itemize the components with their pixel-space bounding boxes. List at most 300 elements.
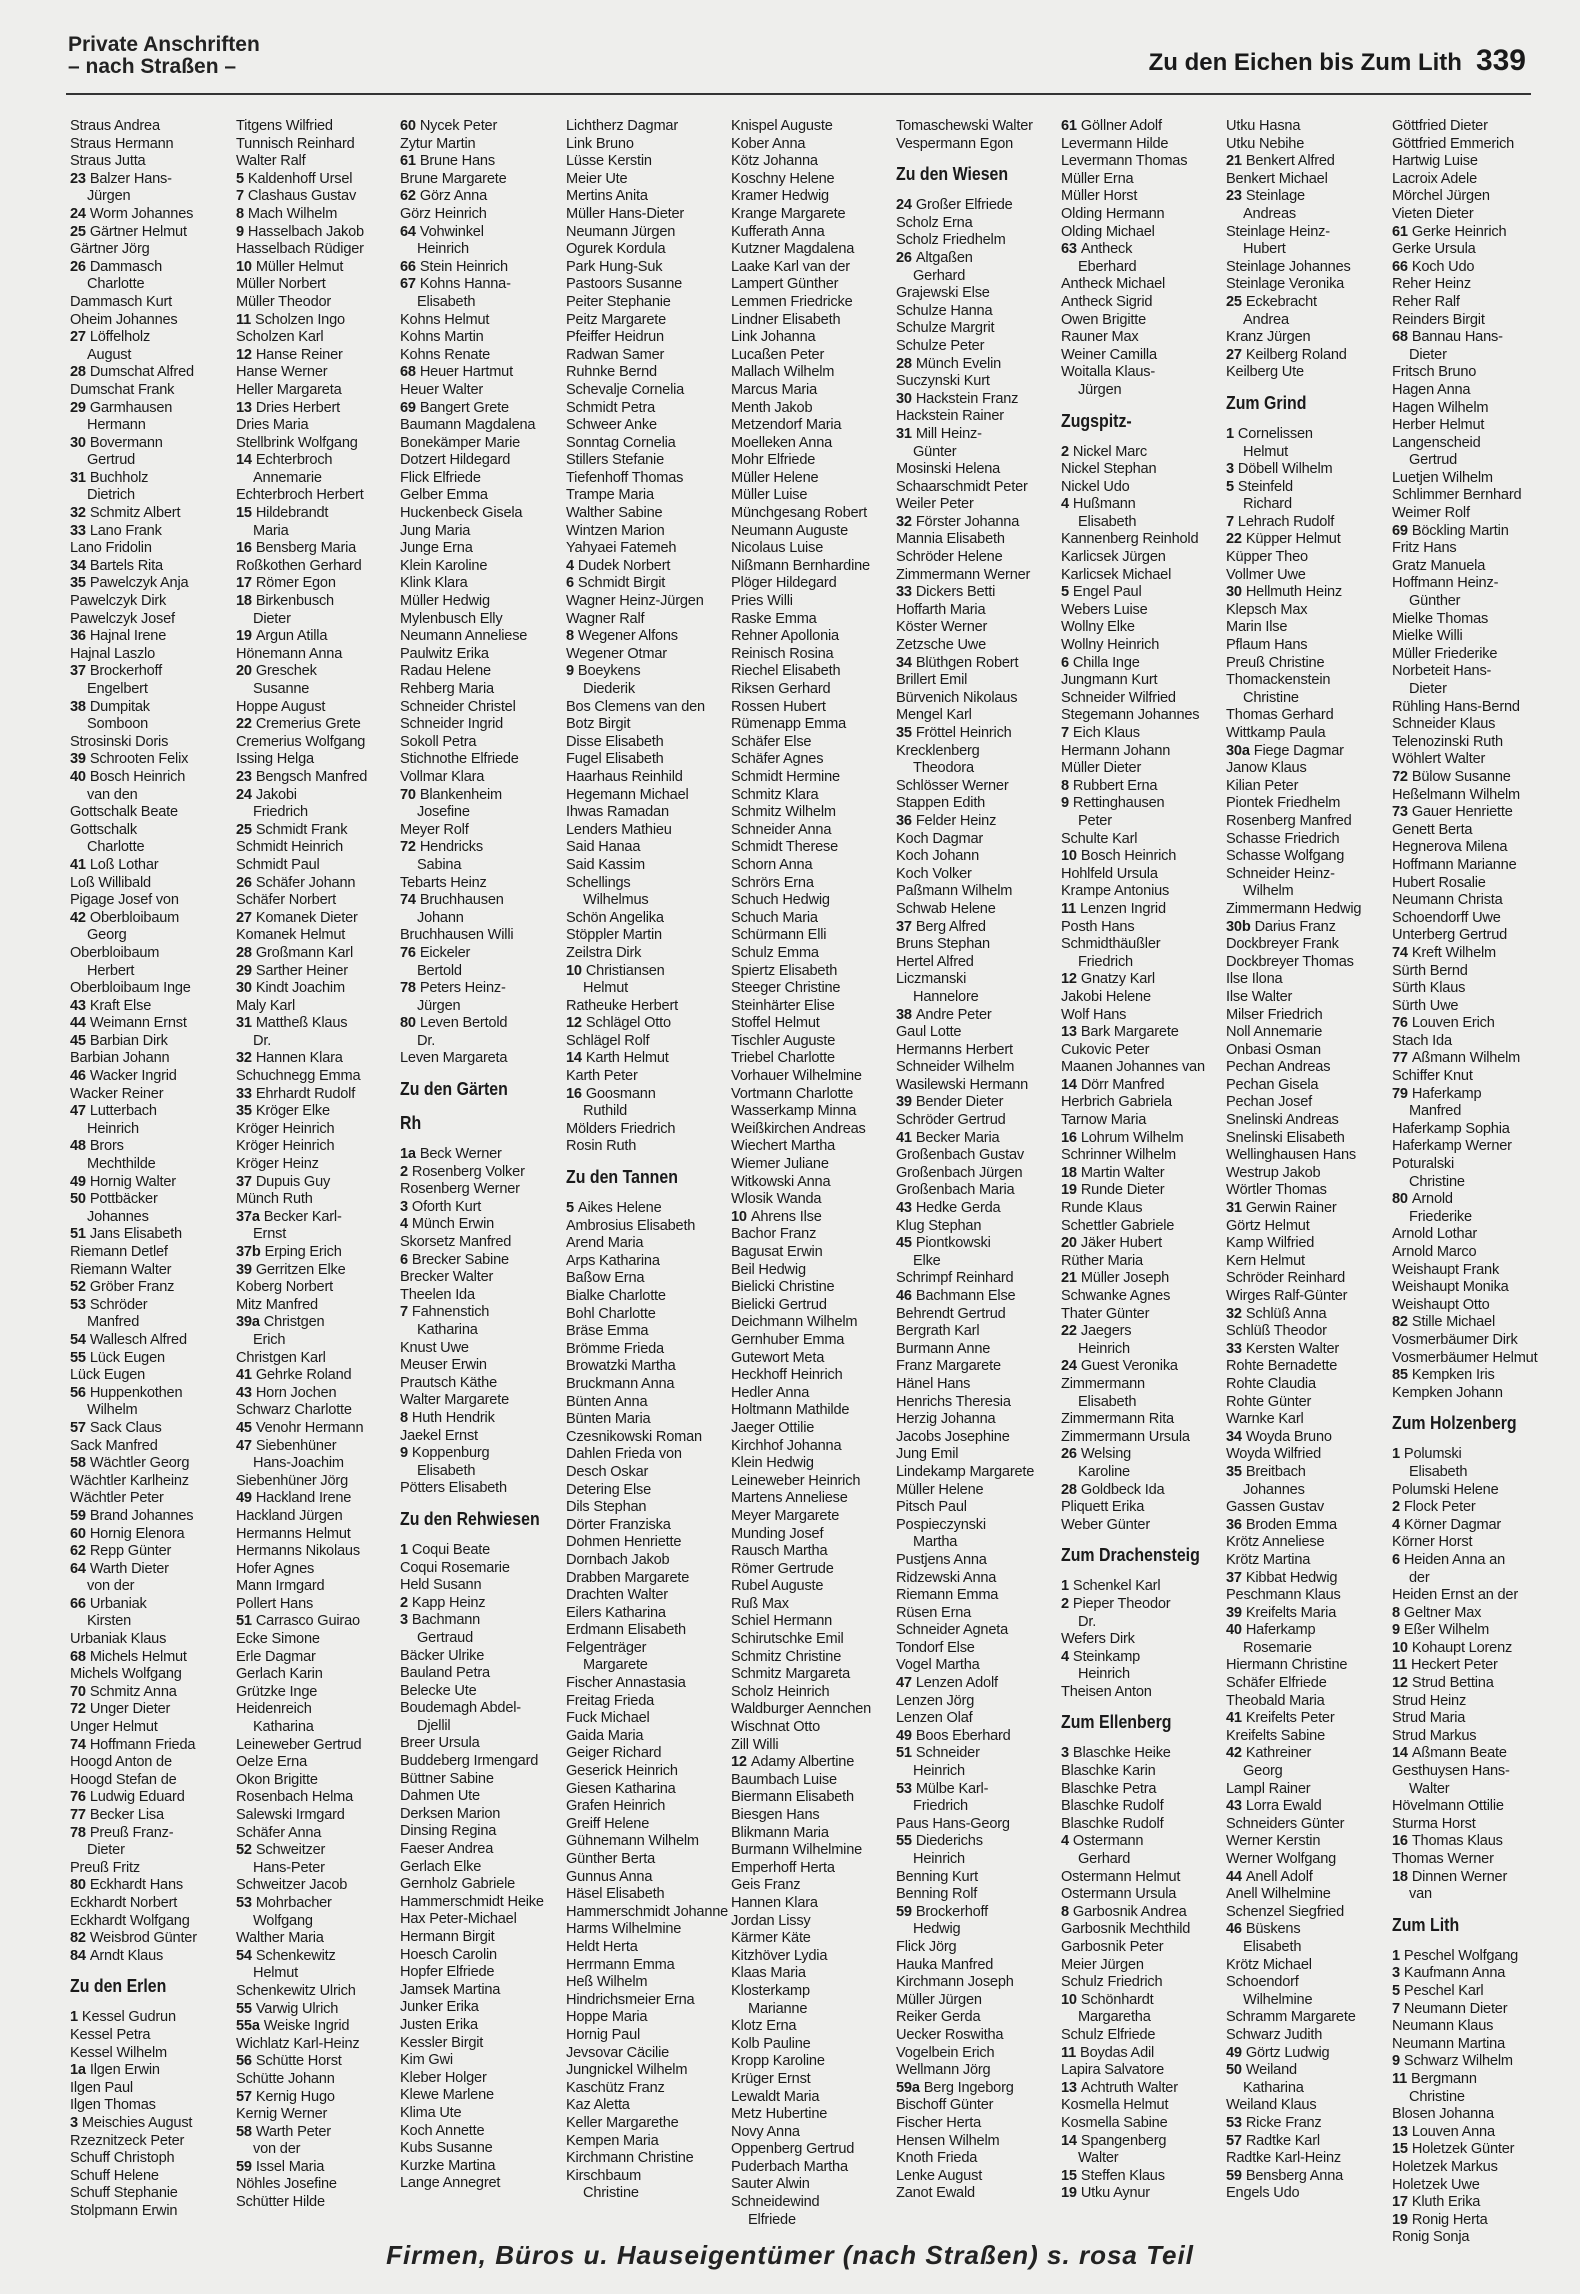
entry-continuation: Diederik xyxy=(583,681,635,697)
house-number: 84 xyxy=(70,1947,86,1964)
resident-name: Zill Willi xyxy=(731,1736,779,1753)
resident-name: Bender Dieter xyxy=(915,1094,1004,1111)
resident-name: Reinisch Rosina xyxy=(731,645,834,662)
resident-entry xyxy=(236,276,396,294)
resident-entry xyxy=(1061,496,1221,514)
house-number: 52 xyxy=(236,1842,252,1859)
house-number: 45 xyxy=(896,1235,912,1252)
house-number: 9 xyxy=(400,1445,408,1462)
resident-name: Bachmann Else xyxy=(915,1288,1016,1304)
resident-name: Ratheuke Herbert xyxy=(566,997,678,1014)
resident-entry xyxy=(896,1130,1056,1148)
resident-name: Roßkothen Gerhard xyxy=(236,557,362,574)
resident-entry xyxy=(1226,1306,1386,1324)
resident-name: Hußmann xyxy=(1072,496,1136,513)
resident-name: Polumski Helene xyxy=(1392,1481,1499,1498)
resident-name: Vieten Dieter xyxy=(1392,205,1474,222)
resident-name: Großenbach Jürgen xyxy=(896,1164,1023,1181)
resident-entry xyxy=(896,1411,1056,1429)
resident-name: Vortmann Charlotte xyxy=(731,1085,854,1102)
house-number: 15 xyxy=(236,505,252,522)
page-header xyxy=(66,30,1536,96)
resident-entry xyxy=(70,558,230,576)
resident-name: Blaschke Rudolf xyxy=(1061,1815,1164,1832)
resident-entry xyxy=(400,681,560,699)
resident-entry xyxy=(896,795,1056,813)
resident-entry xyxy=(400,1823,560,1841)
resident-entry xyxy=(566,1121,726,1139)
resident-entry xyxy=(1392,628,1552,646)
resident-name: Dupuis Guy xyxy=(255,1173,331,1190)
resident-entry xyxy=(566,1517,726,1535)
street-heading: Zu den Rehwiesen xyxy=(400,1507,540,1529)
resident-entry xyxy=(1226,672,1386,690)
house-number: 35 xyxy=(896,725,912,741)
resident-name: Lenzen Adolf xyxy=(915,1675,998,1692)
resident-entry xyxy=(70,1948,230,1966)
resident-entry xyxy=(1392,312,1552,330)
street-heading: Zum Drachensteig xyxy=(1061,1544,1200,1566)
resident-name: Gerke Ursula xyxy=(1392,241,1476,258)
resident-entry xyxy=(731,1332,891,1350)
resident-entry xyxy=(566,1033,726,1051)
resident-entry xyxy=(236,1983,396,2001)
resident-name: Snelinski Elisabeth xyxy=(1226,1129,1345,1146)
resident-name: Ludwig Eduard xyxy=(89,1789,185,1806)
resident-name: Blüthgen Robert xyxy=(915,654,1019,671)
resident-entry xyxy=(1061,1763,1221,1781)
resident-entry xyxy=(1061,655,1221,673)
resident-name: Walter Margarete xyxy=(400,1392,509,1409)
resident-name: Held Susann xyxy=(400,1577,482,1594)
resident-entry xyxy=(400,1392,560,1410)
resident-name: Genett Berta xyxy=(1392,821,1473,838)
resident-name: Büskens xyxy=(1245,1921,1301,1938)
resident-name: Sauter Alwin xyxy=(731,2176,810,2193)
resident-entry xyxy=(1061,725,1221,743)
resident-name: Vollmer Uwe xyxy=(1226,566,1306,583)
resident-name: Werner Wolfgang xyxy=(1226,1851,1337,1867)
resident-name: Mylenbusch Elly xyxy=(400,610,503,627)
resident-name: Hajnal Irene xyxy=(89,628,167,645)
resident-name: Kröger Heinrich xyxy=(236,1120,335,1137)
resident-entry xyxy=(566,716,726,734)
resident-entry xyxy=(566,118,726,136)
resident-entry xyxy=(1392,171,1552,189)
resident-entry xyxy=(896,1429,1056,1447)
resident-entry xyxy=(1392,505,1552,523)
directory-column xyxy=(1061,118,1221,2233)
resident-entry xyxy=(400,417,560,435)
resident-entry xyxy=(1226,1024,1386,1042)
resident-entry xyxy=(1061,795,1221,813)
resident-entry xyxy=(400,593,560,611)
resident-name: Thomackenstein xyxy=(1226,672,1331,689)
resident-entry xyxy=(566,963,726,981)
resident-name: Woitalla Klaus- xyxy=(1061,364,1156,381)
resident-entry xyxy=(566,1411,726,1429)
resident-name: Lucaßen Peter xyxy=(731,346,825,363)
resident-entry xyxy=(896,1341,1056,1359)
resident-entry xyxy=(896,1288,1056,1306)
entry-continuation: Charlotte xyxy=(87,276,145,293)
resident-name: Link Johanna xyxy=(731,329,816,346)
entry-continuation: Eberhard xyxy=(1078,258,1137,275)
house-number: 40 xyxy=(1226,1622,1242,1639)
resident-name: Lindekamp Margarete xyxy=(896,1463,1035,1480)
house-number: 45 xyxy=(236,1419,252,1436)
resident-entry xyxy=(731,1262,891,1280)
resident-entry xyxy=(236,787,396,805)
resident-entry xyxy=(1392,1279,1552,1297)
resident-entry xyxy=(236,751,396,769)
resident-entry xyxy=(236,769,396,787)
entry-continuation: Katharina xyxy=(253,1719,314,1736)
entry-continuation: Theodora xyxy=(913,760,974,777)
resident-entry xyxy=(236,1297,396,1315)
resident-entry xyxy=(1226,1323,1386,1341)
resident-entry xyxy=(400,1216,560,1234)
house-number: 55 xyxy=(896,1833,912,1850)
resident-entry xyxy=(70,1666,230,1684)
entry-continuation: Christine xyxy=(1409,1173,1465,1190)
resident-entry xyxy=(1061,584,1221,602)
resident-entry xyxy=(731,2124,891,2142)
resident-name: Wollny Elke xyxy=(1061,619,1135,636)
resident-name: Riemann Walter xyxy=(70,1261,172,1278)
resident-entry xyxy=(731,435,891,453)
resident-name: Webers Luise xyxy=(1061,601,1148,618)
resident-name: Haferkamp xyxy=(1245,1622,1316,1639)
resident-name: Schlägel Rolf xyxy=(566,1032,650,1049)
resident-entry xyxy=(70,1050,230,1068)
resident-entry xyxy=(400,1964,560,1982)
house-number: 77 xyxy=(70,1807,86,1823)
resident-entry xyxy=(896,1745,1056,1763)
resident-name: Hackland Jürgen xyxy=(236,1507,343,1524)
resident-entry xyxy=(731,1649,891,1667)
resident-entry xyxy=(400,1181,560,1199)
resident-name: Koch Udo xyxy=(1411,258,1475,275)
resident-entry xyxy=(896,320,1056,338)
resident-entry xyxy=(236,241,396,259)
resident-entry xyxy=(400,1542,560,1560)
resident-entry xyxy=(566,1218,726,1236)
resident-name: Neumann Jürgen xyxy=(566,223,676,240)
resident-entry xyxy=(731,945,891,963)
entry-continuation: Elisabeth xyxy=(417,293,476,310)
resident-entry xyxy=(1061,760,1221,778)
resident-entry xyxy=(1226,426,1386,444)
resident-name: Kleber Holger xyxy=(400,2069,487,2086)
resident-entry xyxy=(731,1701,891,1719)
house-number: 19 xyxy=(1392,2211,1408,2228)
resident-name: Leineweber Gertrud xyxy=(236,1736,362,1753)
resident-name: Hornig Walter xyxy=(89,1173,176,1190)
resident-entry xyxy=(1061,672,1221,690)
resident-entry xyxy=(400,206,560,224)
resident-name: Müller Helene xyxy=(896,1481,984,1498)
resident-name: Woyda Bruno xyxy=(1245,1428,1332,1445)
house-number: 72 xyxy=(1392,768,1408,785)
resident-name: Hoffarth Maria xyxy=(896,601,986,618)
resident-name: Heiden Ernst an der xyxy=(1392,1587,1518,1604)
entry-continuation: Manfred xyxy=(87,1314,140,1331)
resident-entry xyxy=(400,276,560,294)
entry-continuation: Engelbert xyxy=(87,681,148,697)
resident-name: Herber Helmut xyxy=(1392,417,1485,434)
resident-name: Ambrosius Elisabeth xyxy=(566,1217,696,1234)
resident-entry xyxy=(731,347,891,365)
resident-name: Schmitz Anna xyxy=(89,1683,177,1700)
resident-entry xyxy=(1392,1869,1552,1887)
resident-name: Pitsch Paul xyxy=(896,1499,967,1516)
resident-entry xyxy=(70,1649,230,1667)
resident-name: Utku Nebihe xyxy=(1226,135,1305,152)
house-number: 36 xyxy=(70,628,86,645)
resident-entry xyxy=(70,382,230,400)
house-number: 33 xyxy=(70,522,86,539)
resident-entry xyxy=(400,224,560,242)
directory-column xyxy=(731,118,891,2233)
resident-name: Schwarz Charlotte xyxy=(236,1402,352,1419)
resident-name: Dockbreyer Frank xyxy=(1226,936,1339,953)
resident-entry xyxy=(896,2168,1056,2186)
house-number: 3 xyxy=(400,1612,408,1629)
resident-name: Mosinski Helena xyxy=(896,461,1001,478)
resident-entry xyxy=(1392,1385,1552,1403)
house-number: 27 xyxy=(1226,346,1242,363)
resident-entry xyxy=(566,1015,726,1033)
resident-name: Herbrich Gabriela xyxy=(1061,1094,1172,1111)
entry-continuation: Georg xyxy=(87,927,127,944)
resident-name: Böckling Martin xyxy=(1411,522,1509,539)
resident-entry xyxy=(1061,1904,1221,1922)
entry-continuation: Elisabeth xyxy=(1409,1463,1468,1480)
resident-entry xyxy=(1226,2168,1386,2186)
resident-entry xyxy=(1226,461,1386,479)
resident-entry xyxy=(896,1605,1056,1623)
directory-column xyxy=(70,118,230,2233)
resident-entry xyxy=(896,1165,1056,1183)
resident-name: Jungmann Kurt xyxy=(1061,672,1158,689)
resident-name: Jevsovar Cäcilie xyxy=(566,2044,670,2061)
resident-entry xyxy=(731,892,891,910)
resident-entry xyxy=(400,1480,560,1498)
resident-entry xyxy=(731,699,891,717)
resident-entry xyxy=(1392,259,1552,277)
resident-entry xyxy=(1061,276,1221,294)
resident-entry xyxy=(566,2045,726,2063)
resident-name: Karlicsek Michael xyxy=(1061,566,1172,583)
resident-entry xyxy=(896,232,1056,250)
resident-name: Pollert Hans xyxy=(236,1595,314,1612)
resident-entry xyxy=(896,883,1056,901)
resident-name: Schasse Wolfgang xyxy=(1226,848,1345,865)
resident-name: Eckhardt Hans xyxy=(89,1877,183,1894)
resident-name: Ilgen Thomas xyxy=(70,2097,156,2114)
house-number: 8 xyxy=(1061,777,1069,794)
resident-name: Wächtler Georg xyxy=(89,1455,190,1472)
resident-entry xyxy=(236,1279,396,1297)
resident-name: Riksen Gerhard xyxy=(731,681,831,697)
resident-entry xyxy=(1061,312,1221,330)
resident-name: Boeykens xyxy=(577,663,641,680)
resident-entry xyxy=(70,470,230,488)
resident-entry xyxy=(1061,347,1221,365)
resident-name: Schneider Christel xyxy=(400,698,516,715)
resident-entry xyxy=(400,663,560,681)
resident-entry xyxy=(400,1841,560,1859)
resident-entry xyxy=(400,1269,560,1287)
resident-name: Marin Ilse xyxy=(1226,619,1288,636)
house-number: 30 xyxy=(1226,584,1242,601)
resident-name: Thomas Werner xyxy=(1392,1851,1494,1867)
resident-entry xyxy=(70,611,230,629)
resident-name: Jäker Hubert xyxy=(1080,1235,1162,1252)
house-number: 30 xyxy=(70,434,86,451)
house-number: 26 xyxy=(1061,1446,1077,1463)
entry-continuation: Johannes xyxy=(87,1208,149,1225)
resident-entry xyxy=(1392,1534,1552,1552)
resident-entry xyxy=(731,1402,891,1420)
resident-entry xyxy=(236,1121,396,1139)
resident-name: Gühnemann Wilhelm xyxy=(566,1833,699,1850)
house-number: 61 xyxy=(1061,118,1077,134)
resident-entry xyxy=(1392,1710,1552,1728)
resident-name: Gesthuysen Hans- xyxy=(1392,1763,1510,1780)
resident-entry xyxy=(70,1350,230,1368)
resident-entry xyxy=(1061,883,1221,901)
house-number: 34 xyxy=(896,654,912,671)
resident-name: Reiker Gerda xyxy=(896,2009,981,2026)
house-number: 1 xyxy=(1061,1578,1069,1595)
house-number: 51 xyxy=(70,1226,86,1243)
resident-entry xyxy=(1061,1077,1221,1095)
resident-name: Stein Heinrich xyxy=(419,258,508,275)
resident-name: Weimer Rolf xyxy=(1392,505,1470,522)
resident-entry xyxy=(236,312,396,330)
resident-name: Hackland Irene xyxy=(255,1490,352,1507)
resident-entry xyxy=(1061,919,1221,937)
resident-name: Lampl Rainer xyxy=(1226,1780,1311,1797)
resident-entry xyxy=(1226,1218,1386,1236)
resident-entry xyxy=(731,1789,891,1807)
resident-name: Schäfer Anna xyxy=(236,1824,322,1841)
resident-entry xyxy=(400,487,560,505)
house-number: 24 xyxy=(896,197,912,214)
resident-name: Worm Johannes xyxy=(89,205,194,222)
entry-continuation: Friedrich xyxy=(253,804,308,821)
house-number: 30a xyxy=(1226,742,1250,759)
resident-entry xyxy=(400,2070,560,2088)
resident-name: Michels Helmut xyxy=(89,1648,187,1665)
resident-name: Brömme Frieda xyxy=(566,1340,664,1357)
resident-entry xyxy=(1061,778,1221,796)
resident-entry xyxy=(731,487,891,505)
resident-entry xyxy=(70,998,230,1016)
house-number: 23 xyxy=(1226,188,1242,205)
resident-entry xyxy=(70,1086,230,1104)
resident-name: Flick Elfriede xyxy=(400,469,481,486)
house-number: 9 xyxy=(1392,2053,1400,2070)
resident-entry xyxy=(70,2203,230,2221)
resident-entry xyxy=(896,391,1056,409)
resident-entry xyxy=(566,1138,726,1156)
resident-entry xyxy=(1061,1886,1221,1904)
house-number: 55 xyxy=(236,2000,252,2017)
resident-entry xyxy=(1226,1904,1386,1922)
resident-entry xyxy=(896,1306,1056,1324)
resident-entry xyxy=(896,1358,1056,1376)
resident-name: Löffelholz xyxy=(89,329,151,346)
resident-entry xyxy=(236,400,396,418)
street-heading: Zum Ellenberg xyxy=(1061,1711,1172,1733)
entry-continuation: Wilhelmine xyxy=(1243,1991,1313,2008)
resident-entry xyxy=(1226,479,1386,497)
resident-name: Schweitzer xyxy=(255,1842,326,1859)
resident-entry xyxy=(70,1596,230,1614)
resident-name: Hackstein Franz xyxy=(915,390,1019,407)
resident-entry xyxy=(70,2009,230,2027)
resident-entry xyxy=(731,1121,891,1139)
street-heading: Zum Lith xyxy=(1392,1913,1460,1935)
resident-entry xyxy=(566,136,726,154)
house-number: 46 xyxy=(896,1288,912,1304)
house-number: 1a xyxy=(70,2062,86,2079)
resident-name: Gelber Emma xyxy=(400,487,488,504)
resident-entry xyxy=(70,628,230,646)
resident-entry xyxy=(1061,1429,1221,1447)
resident-entry xyxy=(1061,1165,1221,1183)
house-number: 19 xyxy=(1061,1182,1077,1199)
resident-name: Clashaus Gustav xyxy=(247,188,357,205)
resident-name: Fiege Dagmar xyxy=(1253,742,1344,759)
resident-name: Beck Werner xyxy=(419,1146,502,1163)
resident-entry xyxy=(731,136,891,154)
resident-entry xyxy=(896,831,1056,849)
house-number: 4 xyxy=(1061,1833,1069,1850)
house-number: 66 xyxy=(1392,258,1408,275)
house-number: 28 xyxy=(896,355,912,372)
resident-name: Reher Heinz xyxy=(1392,276,1471,293)
resident-name: Schröder Gertrud xyxy=(896,1112,1006,1129)
resident-entry xyxy=(731,171,891,189)
resident-name: Novy Anna xyxy=(731,2123,800,2140)
resident-name: Großenbach Maria xyxy=(896,1182,1015,1199)
resident-name: Bischoff Günter xyxy=(896,2097,994,2114)
resident-entry xyxy=(1061,1130,1221,1148)
house-number: 69 xyxy=(1392,522,1408,539)
resident-entry xyxy=(400,1929,560,1947)
resident-entry xyxy=(236,259,396,277)
resident-entry xyxy=(1392,1156,1552,1174)
resident-name: Kernig Hugo xyxy=(255,2088,335,2105)
resident-entry xyxy=(1392,2001,1552,2019)
resident-name: Kitzhöver Lydia xyxy=(731,1947,828,1964)
resident-name: Steinkamp xyxy=(1072,1648,1141,1665)
resident-entry xyxy=(1061,1024,1221,1042)
resident-entry xyxy=(70,769,230,787)
house-number: 1 xyxy=(400,1541,408,1558)
resident-entry xyxy=(1392,1728,1552,1746)
house-number: 32 xyxy=(236,1050,252,1067)
resident-entry xyxy=(566,505,726,523)
resident-name: Ostermann Ursula xyxy=(1061,1886,1177,1903)
resident-name: Lapira Salvatore xyxy=(1061,2062,1165,2079)
resident-entry xyxy=(566,364,726,382)
resident-name: Bengsch Manfred xyxy=(255,768,368,785)
